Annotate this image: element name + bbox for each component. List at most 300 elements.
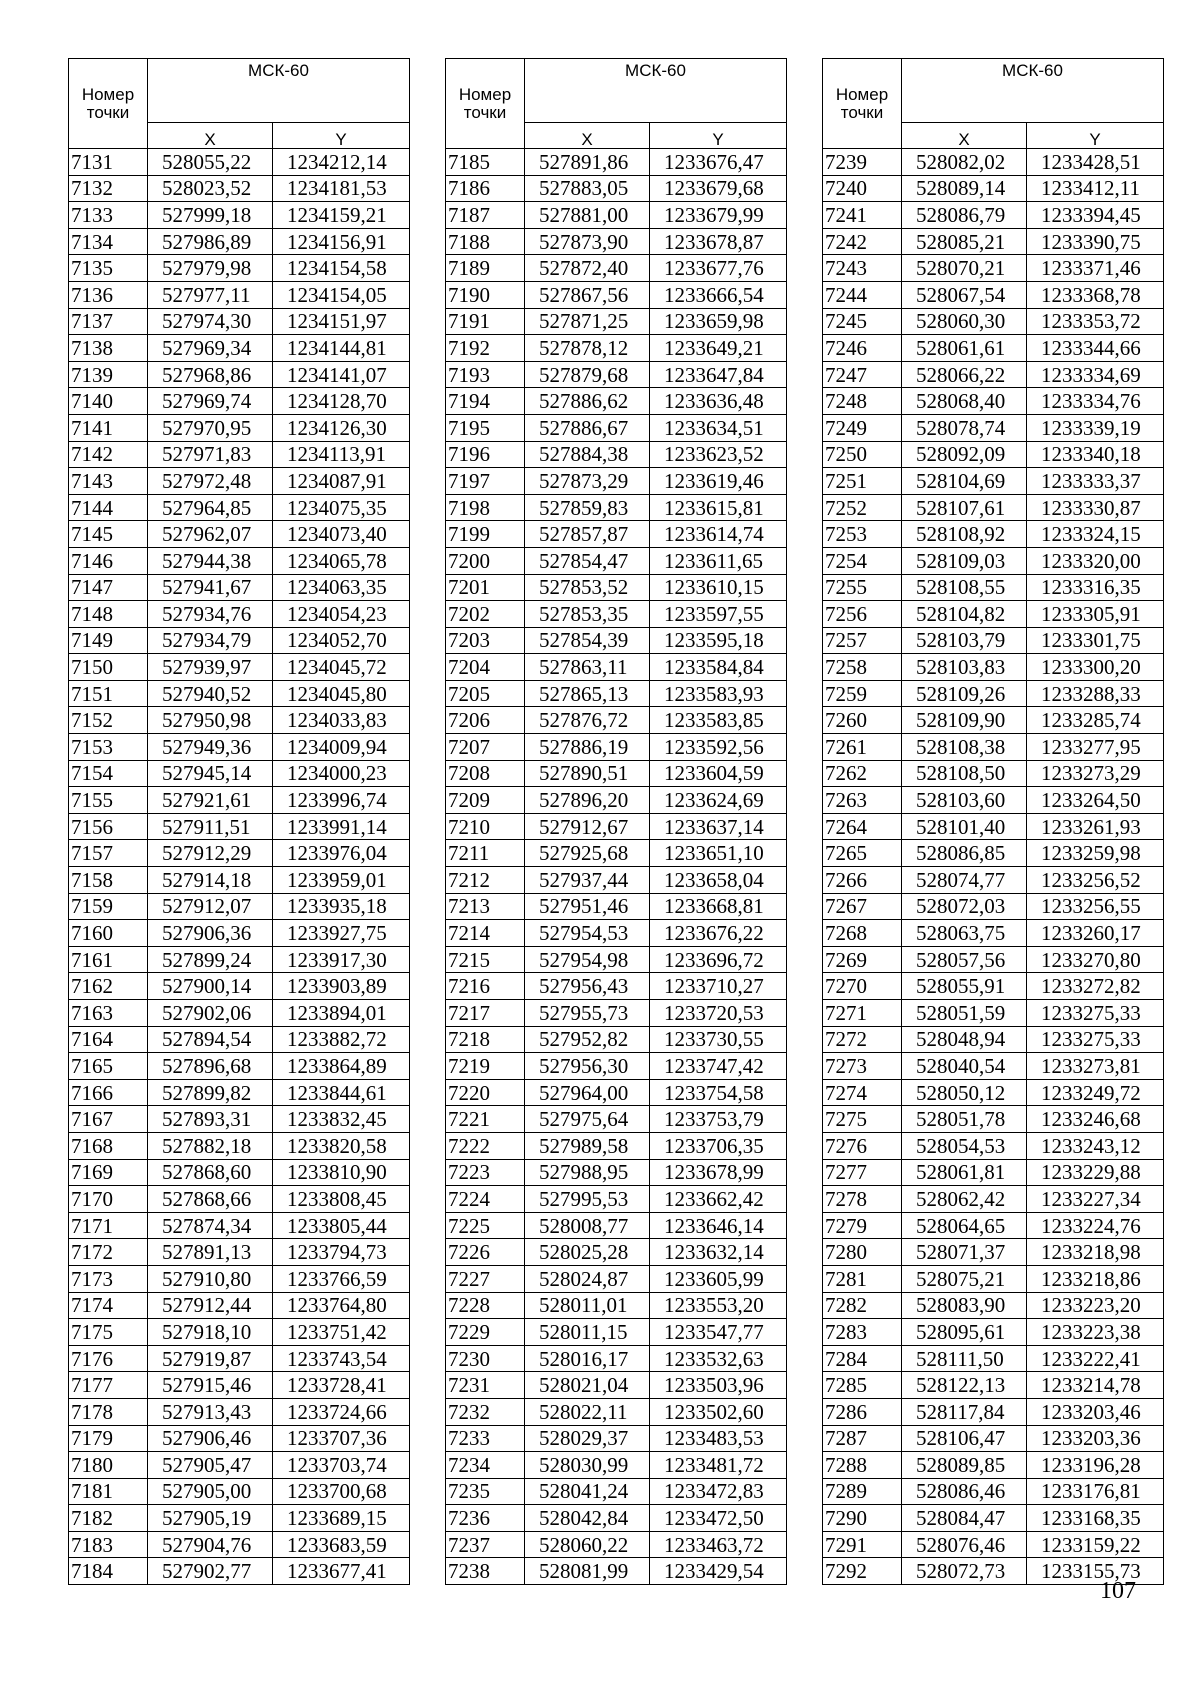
table-row (69, 1239, 410, 1266)
point-number-cell: 7225 (446, 1212, 525, 1239)
x-column-header: X (525, 123, 650, 149)
y-coordinate-cell: 1233260,17 (1027, 920, 1164, 947)
point-number-cell: 7214 (446, 920, 525, 947)
x-coordinate-cell: 528086,46 (902, 1478, 1027, 1505)
x-coordinate-cell: 527853,35 (525, 601, 650, 628)
y-coordinate-cell: 1233330,87 (1027, 494, 1164, 521)
y-coordinate-cell: 1233305,91 (1027, 601, 1164, 628)
point-number-cell: 7189 (446, 255, 525, 282)
point-number-cell: 7236 (446, 1505, 525, 1532)
point-number-cell: 7219 (446, 1053, 525, 1080)
y-coordinate-cell: 1233710,27 (650, 973, 787, 1000)
y-coordinate-cell: 1233481,72 (650, 1452, 787, 1479)
x-coordinate-cell: 527921,61 (148, 787, 273, 814)
x-coordinate-cell: 527874,34 (148, 1212, 273, 1239)
table-row (823, 255, 1164, 282)
y-coordinate-cell: 1233272,82 (1027, 973, 1164, 1000)
y-coordinate-cell: 1233651,10 (650, 840, 787, 867)
point-number-cell: 7172 (69, 1239, 148, 1266)
table-row (446, 1079, 787, 1106)
table-row (446, 281, 787, 308)
point-number-cell: 7232 (446, 1398, 525, 1425)
table-row (823, 1159, 1164, 1186)
y-coordinate-cell: 1233649,21 (650, 335, 787, 362)
point-number-cell: 7243 (823, 255, 902, 282)
x-coordinate-cell: 527954,98 (525, 946, 650, 973)
x-coordinate-cell: 528057,56 (902, 946, 1027, 973)
y-coordinate-cell: 1233412,11 (1027, 175, 1164, 202)
y-coordinate-cell: 1233666,54 (650, 281, 787, 308)
table-row (69, 494, 410, 521)
point-number-cell: 7258 (823, 654, 902, 681)
point-number-cell: 7139 (69, 361, 148, 388)
x-coordinate-cell: 528042,84 (525, 1505, 650, 1532)
table-row (69, 627, 410, 654)
x-coordinate-cell: 527969,74 (148, 388, 273, 415)
y-coordinate-cell: 1233753,79 (650, 1106, 787, 1133)
y-coordinate-cell: 1234154,58 (273, 255, 410, 282)
point-number-cell: 7255 (823, 574, 902, 601)
x-coordinate-cell: 527949,36 (148, 734, 273, 761)
y-coordinate-cell: 1233728,41 (273, 1372, 410, 1399)
x-coordinate-cell: 527912,67 (525, 813, 650, 840)
x-coordinate-cell: 527881,00 (525, 202, 650, 229)
point-number-cell: 7186 (446, 175, 525, 202)
table-row (69, 760, 410, 787)
table-row (823, 494, 1164, 521)
y-coordinate-cell: 1233882,72 (273, 1026, 410, 1053)
x-coordinate-cell: 528083,90 (902, 1292, 1027, 1319)
y-coordinate-cell: 1233794,73 (273, 1239, 410, 1266)
y-coordinate-cell: 1233320,00 (1027, 547, 1164, 574)
point-number-cell: 7282 (823, 1292, 902, 1319)
point-number-cell: 7178 (69, 1398, 148, 1425)
x-coordinate-cell: 528048,94 (902, 1026, 1027, 1053)
y-coordinate-cell: 1234054,23 (273, 601, 410, 628)
point-number-cell: 7133 (69, 202, 148, 229)
table-row (446, 228, 787, 255)
x-coordinate-cell: 527894,54 (148, 1026, 273, 1053)
coordinate-table-1 (68, 58, 410, 1585)
point-number-cell: 7267 (823, 893, 902, 920)
table-row (69, 1159, 410, 1186)
table-row (446, 441, 787, 468)
y-coordinate-cell: 1234113,91 (273, 441, 410, 468)
y-coordinate-cell: 1233168,35 (1027, 1505, 1164, 1532)
point-number-cell: 7187 (446, 202, 525, 229)
coordinate-table-body (823, 149, 1164, 1585)
x-coordinate-cell: 528108,55 (902, 574, 1027, 601)
y-coordinate-cell: 1233623,52 (650, 441, 787, 468)
x-coordinate-cell: 527971,83 (148, 441, 273, 468)
point-number-cell: 7159 (69, 893, 148, 920)
y-column-header: Y (1027, 123, 1164, 149)
point-number-cell: 7203 (446, 627, 525, 654)
table-row (823, 1212, 1164, 1239)
y-coordinate-cell: 1233724,66 (273, 1398, 410, 1425)
table-row (823, 1372, 1164, 1399)
y-coordinate-cell: 1233264,50 (1027, 787, 1164, 814)
point-number-cell: 7240 (823, 175, 902, 202)
y-coordinate-cell: 1233553,20 (650, 1292, 787, 1319)
point-number-cell: 7248 (823, 388, 902, 415)
table-row (446, 361, 787, 388)
table-row (69, 441, 410, 468)
x-coordinate-cell: 528106,47 (902, 1425, 1027, 1452)
x-coordinate-cell: 528085,21 (902, 228, 1027, 255)
table-row (69, 281, 410, 308)
x-coordinate-cell: 528008,77 (525, 1212, 650, 1239)
point-number-cell: 7224 (446, 1186, 525, 1213)
x-coordinate-cell: 528104,69 (902, 468, 1027, 495)
x-coordinate-cell: 528062,42 (902, 1186, 1027, 1213)
y-coordinate-cell: 1233249,72 (1027, 1079, 1164, 1106)
y-coordinate-cell: 1233301,75 (1027, 627, 1164, 654)
y-coordinate-cell: 1233632,14 (650, 1239, 787, 1266)
y-coordinate-cell: 1233637,14 (650, 813, 787, 840)
point-number-cell: 7216 (446, 973, 525, 1000)
point-number-cell: 7210 (446, 813, 525, 840)
point-number-cell: 7163 (69, 1000, 148, 1027)
y-coordinate-cell: 1233547,77 (650, 1319, 787, 1346)
table-row (69, 1558, 410, 1585)
point-number-cell: 7153 (69, 734, 148, 761)
point-number-cell: 7284 (823, 1345, 902, 1372)
table-row (69, 813, 410, 840)
table-row (446, 867, 787, 894)
point-number-cell: 7212 (446, 867, 525, 894)
point-number-cell: 7136 (69, 281, 148, 308)
table-row (69, 1452, 410, 1479)
x-coordinate-cell: 528075,21 (902, 1265, 1027, 1292)
x-coordinate-cell: 527896,20 (525, 787, 650, 814)
x-coordinate-cell: 528063,75 (902, 920, 1027, 947)
x-coordinate-cell: 527857,87 (525, 521, 650, 548)
y-coordinate-cell: 1234141,07 (273, 361, 410, 388)
table-row (446, 1452, 787, 1479)
point-number-cell: 7183 (69, 1531, 148, 1558)
x-coordinate-cell: 528068,40 (902, 388, 1027, 415)
x-coordinate-cell: 527865,13 (525, 680, 650, 707)
y-coordinate-cell: 1233428,51 (1027, 149, 1164, 176)
point-number-cell: 7145 (69, 521, 148, 548)
x-coordinate-cell: 527891,13 (148, 1239, 273, 1266)
table-row (69, 255, 410, 282)
table-row (69, 521, 410, 548)
x-coordinate-cell: 528050,12 (902, 1079, 1027, 1106)
y-coordinate-cell: 1234065,78 (273, 547, 410, 574)
point-number-cell: 7143 (69, 468, 148, 495)
point-number-cell: 7237 (446, 1531, 525, 1558)
y-coordinate-cell: 1233203,36 (1027, 1425, 1164, 1452)
x-coordinate-cell: 527999,18 (148, 202, 273, 229)
x-coordinate-cell: 527986,89 (148, 228, 273, 255)
table-row (446, 255, 787, 282)
table-row (446, 574, 787, 601)
table-row (446, 654, 787, 681)
point-number-cell: 7155 (69, 787, 148, 814)
x-coordinate-cell: 527886,62 (525, 388, 650, 415)
point-number-cell: 7288 (823, 1452, 902, 1479)
point-number-cell: 7276 (823, 1132, 902, 1159)
table-row (823, 707, 1164, 734)
table-row (446, 308, 787, 335)
table-row (446, 202, 787, 229)
table-row (446, 1478, 787, 1505)
x-coordinate-cell: 527905,47 (148, 1452, 273, 1479)
x-coordinate-cell: 528072,03 (902, 893, 1027, 920)
x-coordinate-cell: 527956,30 (525, 1053, 650, 1080)
y-coordinate-cell: 1233703,74 (273, 1452, 410, 1479)
y-coordinate-cell: 1233483,53 (650, 1425, 787, 1452)
y-coordinate-cell: 1233218,98 (1027, 1239, 1164, 1266)
x-coordinate-cell: 527964,85 (148, 494, 273, 521)
table-row (446, 414, 787, 441)
table-row (69, 840, 410, 867)
point-number-cell: 7188 (446, 228, 525, 255)
x-coordinate-cell: 527867,56 (525, 281, 650, 308)
y-coordinate-cell: 1233720,53 (650, 1000, 787, 1027)
x-coordinate-cell: 528029,37 (525, 1425, 650, 1452)
x-coordinate-cell: 527879,68 (525, 361, 650, 388)
table-row (446, 1425, 787, 1452)
table-row (823, 867, 1164, 894)
point-number-cell: 7231 (446, 1372, 525, 1399)
x-coordinate-cell: 528092,09 (902, 441, 1027, 468)
x-coordinate-cell: 527868,60 (148, 1159, 273, 1186)
table-row (69, 920, 410, 947)
y-coordinate-cell: 1233259,98 (1027, 840, 1164, 867)
x-coordinate-cell: 527872,40 (525, 255, 650, 282)
table-row (446, 1505, 787, 1532)
point-number-cell: 7268 (823, 920, 902, 947)
x-coordinate-cell: 528023,52 (148, 175, 273, 202)
x-coordinate-cell: 527896,68 (148, 1053, 273, 1080)
table-row (823, 920, 1164, 947)
x-coordinate-cell: 527899,24 (148, 946, 273, 973)
y-coordinate-cell: 1233659,98 (650, 308, 787, 335)
table-row (69, 1132, 410, 1159)
table-row (823, 654, 1164, 681)
x-coordinate-cell: 528078,74 (902, 414, 1027, 441)
y-coordinate-cell: 1233288,33 (1027, 680, 1164, 707)
point-number-cell: 7146 (69, 547, 148, 574)
x-coordinate-cell: 527919,87 (148, 1345, 273, 1372)
table-row (446, 1212, 787, 1239)
point-number-cell: 7196 (446, 441, 525, 468)
x-coordinate-cell: 527918,10 (148, 1319, 273, 1346)
table-row (69, 228, 410, 255)
y-coordinate-cell: 1233700,68 (273, 1478, 410, 1505)
y-coordinate-cell: 1233595,18 (650, 627, 787, 654)
y-coordinate-cell: 1233334,76 (1027, 388, 1164, 415)
table-row (823, 946, 1164, 973)
x-coordinate-cell: 527912,07 (148, 893, 273, 920)
x-coordinate-cell: 528101,40 (902, 813, 1027, 840)
coordinate-table-body (446, 149, 787, 1585)
table-row (446, 1398, 787, 1425)
point-number-cell: 7266 (823, 867, 902, 894)
x-coordinate-cell: 528104,82 (902, 601, 1027, 628)
table-row (446, 1186, 787, 1213)
y-coordinate-cell: 1233246,68 (1027, 1106, 1164, 1133)
point-number-cell: 7262 (823, 760, 902, 787)
y-coordinate-cell: 1233155,73 (1027, 1558, 1164, 1585)
table-row (69, 388, 410, 415)
x-coordinate-cell: 527904,76 (148, 1531, 273, 1558)
y-coordinate-cell: 1233917,30 (273, 946, 410, 973)
point-number-cell: 7180 (69, 1452, 148, 1479)
point-number-cell: 7270 (823, 973, 902, 1000)
point-number-cell: 7137 (69, 308, 148, 335)
x-coordinate-cell: 528022,11 (525, 1398, 650, 1425)
y-coordinate-cell: 1233766,59 (273, 1265, 410, 1292)
y-coordinate-cell: 1234000,23 (273, 760, 410, 787)
point-number-cell: 7274 (823, 1079, 902, 1106)
x-coordinate-cell: 528025,28 (525, 1239, 650, 1266)
x-coordinate-cell: 527977,11 (148, 281, 273, 308)
x-coordinate-cell: 528108,50 (902, 760, 1027, 787)
y-coordinate-cell: 1233353,72 (1027, 308, 1164, 335)
point-number-cell: 7283 (823, 1319, 902, 1346)
point-number-cell: 7246 (823, 335, 902, 362)
point-number-cell: 7208 (446, 760, 525, 787)
x-coordinate-cell: 527968,86 (148, 361, 273, 388)
y-coordinate-cell: 1234087,91 (273, 468, 410, 495)
x-coordinate-cell: 527873,90 (525, 228, 650, 255)
table-row (446, 521, 787, 548)
x-coordinate-cell: 527934,76 (148, 601, 273, 628)
x-coordinate-cell: 527902,06 (148, 1000, 273, 1027)
point-number-cell: 7191 (446, 308, 525, 335)
x-coordinate-cell: 527979,98 (148, 255, 273, 282)
point-number-cell: 7193 (446, 361, 525, 388)
x-coordinate-cell: 527988,95 (525, 1159, 650, 1186)
point-number-header: Номер точки (69, 59, 148, 149)
point-number-cell: 7290 (823, 1505, 902, 1532)
x-coordinate-cell: 528109,26 (902, 680, 1027, 707)
point-number-cell: 7164 (69, 1026, 148, 1053)
x-coordinate-cell: 527902,77 (148, 1558, 273, 1585)
x-coordinate-cell: 528051,78 (902, 1106, 1027, 1133)
point-number-cell: 7174 (69, 1292, 148, 1319)
point-number-cell: 7197 (446, 468, 525, 495)
table-row (823, 521, 1164, 548)
y-coordinate-cell: 1233502,60 (650, 1398, 787, 1425)
y-coordinate-cell: 1233472,50 (650, 1505, 787, 1532)
table-row (446, 734, 787, 761)
table-row (823, 840, 1164, 867)
y-coordinate-cell: 1233429,54 (650, 1558, 787, 1585)
point-number-cell: 7247 (823, 361, 902, 388)
point-number-header: Номер точки (446, 59, 525, 149)
point-number-cell: 7249 (823, 414, 902, 441)
point-number-cell: 7149 (69, 627, 148, 654)
x-coordinate-cell: 528095,61 (902, 1319, 1027, 1346)
table-row (69, 1292, 410, 1319)
y-coordinate-cell: 1233368,78 (1027, 281, 1164, 308)
x-coordinate-cell: 528064,65 (902, 1212, 1027, 1239)
y-coordinate-cell: 1233751,42 (273, 1319, 410, 1346)
point-number-cell: 7209 (446, 787, 525, 814)
x-coordinate-cell: 528081,99 (525, 1558, 650, 1585)
y-coordinate-cell: 1233277,95 (1027, 734, 1164, 761)
point-number-cell: 7227 (446, 1265, 525, 1292)
x-coordinate-cell: 528061,61 (902, 335, 1027, 362)
y-coordinate-cell: 1233224,76 (1027, 1212, 1164, 1239)
point-number-cell: 7195 (446, 414, 525, 441)
x-coordinate-cell: 527939,97 (148, 654, 273, 681)
table-row (446, 1265, 787, 1292)
y-coordinate-cell: 1233810,90 (273, 1159, 410, 1186)
table-row (69, 361, 410, 388)
x-coordinate-cell: 527886,67 (525, 414, 650, 441)
table-row (446, 680, 787, 707)
point-number-cell: 7150 (69, 654, 148, 681)
y-coordinate-cell: 1234073,40 (273, 521, 410, 548)
table-row (446, 1132, 787, 1159)
point-number-cell: 7269 (823, 946, 902, 973)
table-row (69, 680, 410, 707)
table-row (446, 468, 787, 495)
point-number-cell: 7221 (446, 1106, 525, 1133)
x-coordinate-cell: 528011,15 (525, 1319, 650, 1346)
point-number-cell: 7160 (69, 920, 148, 947)
x-coordinate-cell: 527871,25 (525, 308, 650, 335)
table-row (823, 1319, 1164, 1346)
point-number-cell: 7182 (69, 1505, 148, 1532)
point-number-cell: 7238 (446, 1558, 525, 1585)
point-number-cell: 7201 (446, 574, 525, 601)
x-coordinate-cell: 528117,84 (902, 1398, 1027, 1425)
y-coordinate-cell: 1233196,28 (1027, 1452, 1164, 1479)
y-coordinate-cell: 1234045,72 (273, 654, 410, 681)
y-coordinate-cell: 1233261,93 (1027, 813, 1164, 840)
x-coordinate-cell: 527951,46 (525, 893, 650, 920)
x-coordinate-cell: 527995,53 (525, 1186, 650, 1213)
x-coordinate-cell: 527952,82 (525, 1026, 650, 1053)
x-coordinate-cell: 528016,17 (525, 1345, 650, 1372)
x-coordinate-cell: 528107,61 (902, 494, 1027, 521)
table-row (823, 973, 1164, 1000)
table-row (446, 1026, 787, 1053)
point-number-cell: 7242 (823, 228, 902, 255)
table-row (69, 973, 410, 1000)
y-coordinate-cell: 1234063,35 (273, 574, 410, 601)
table-row (446, 175, 787, 202)
x-coordinate-cell: 527969,34 (148, 335, 273, 362)
page-number: 107 (1100, 1578, 1136, 1604)
y-coordinate-cell: 1233532,63 (650, 1345, 787, 1372)
table-row (446, 627, 787, 654)
y-coordinate-cell: 1233647,84 (650, 361, 787, 388)
table-row (446, 1000, 787, 1027)
y-coordinate-cell: 1234033,83 (273, 707, 410, 734)
table-row (69, 734, 410, 761)
table-row (446, 787, 787, 814)
table-row (823, 441, 1164, 468)
y-coordinate-cell: 1233754,58 (650, 1079, 787, 1106)
point-number-cell: 7205 (446, 680, 525, 707)
point-number-cell: 7135 (69, 255, 148, 282)
x-coordinate-cell: 527868,66 (148, 1186, 273, 1213)
point-number-cell: 7157 (69, 840, 148, 867)
point-number-cell: 7140 (69, 388, 148, 415)
y-coordinate-cell: 1233678,87 (650, 228, 787, 255)
table-row (69, 1372, 410, 1399)
table-row (69, 175, 410, 202)
x-coordinate-cell: 528070,21 (902, 255, 1027, 282)
